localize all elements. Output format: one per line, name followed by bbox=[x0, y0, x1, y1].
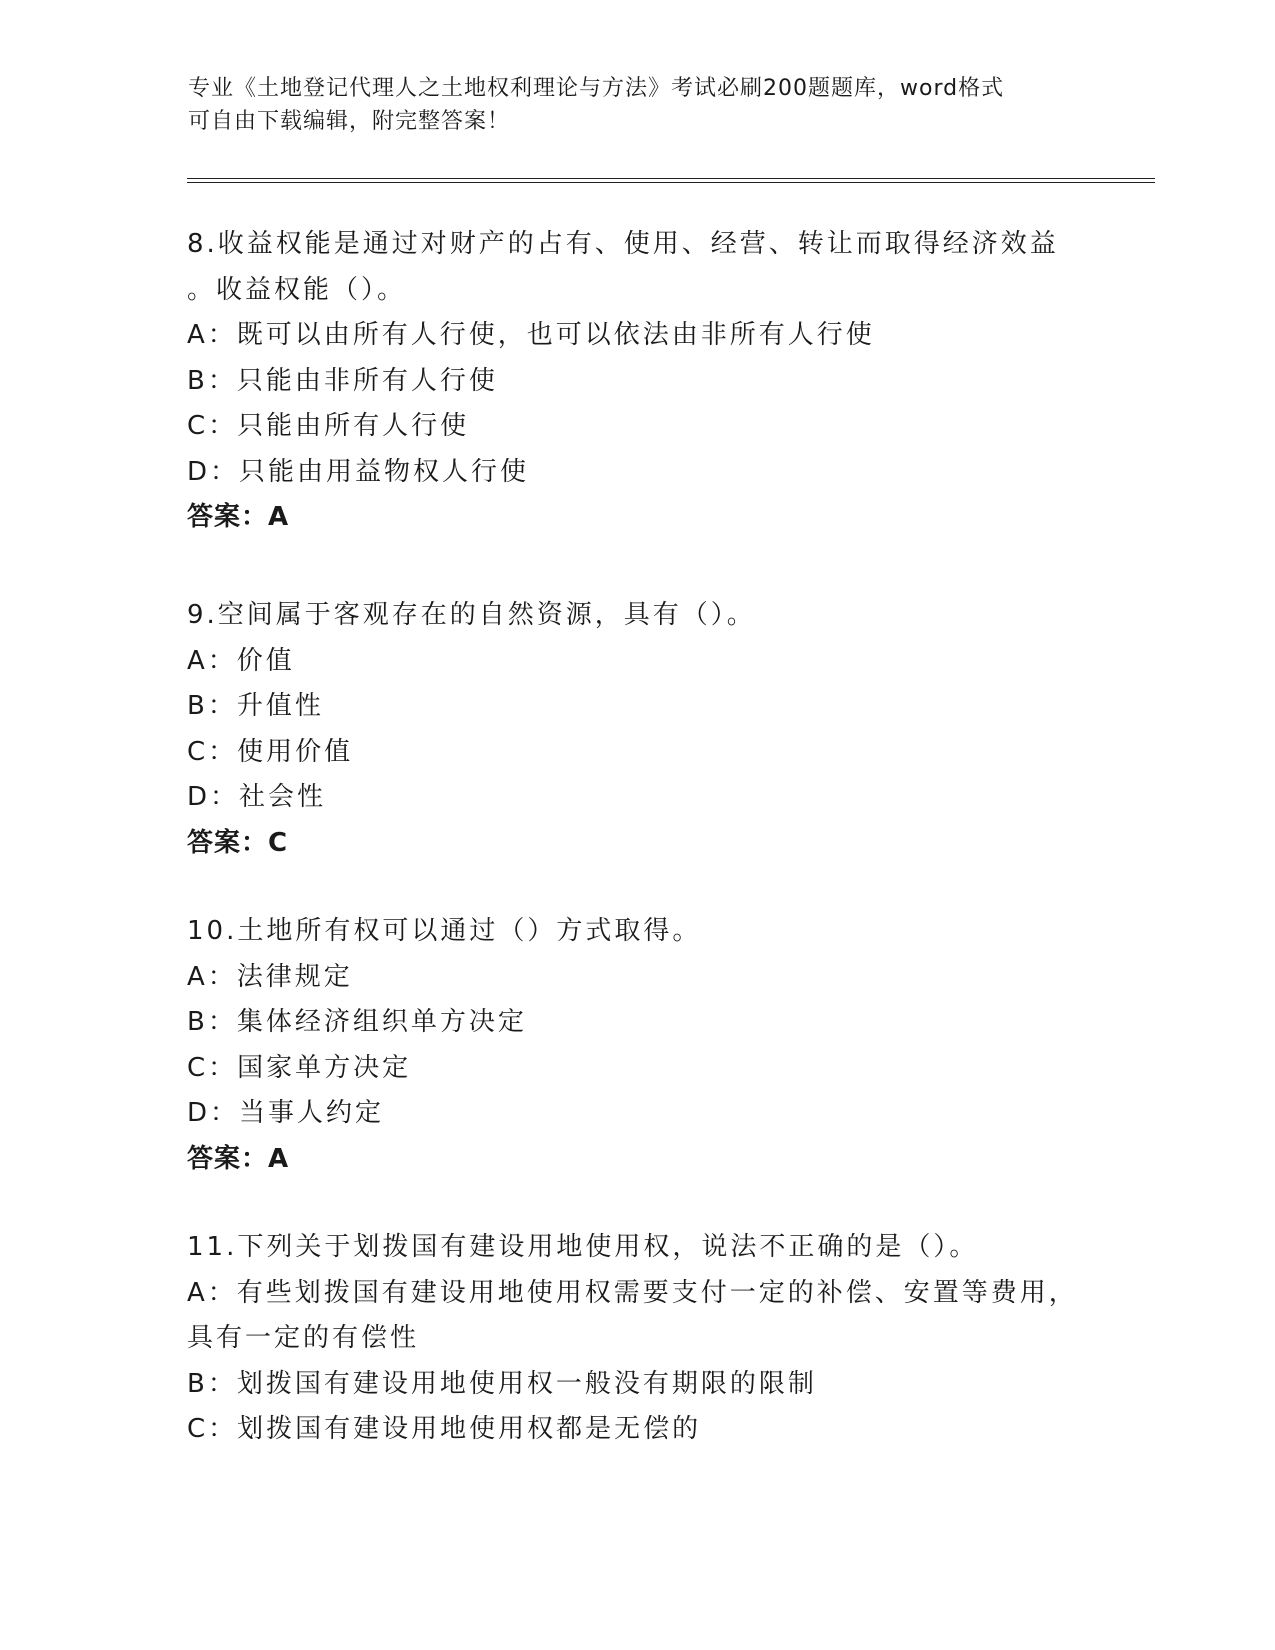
option-b: B：只能由非所有人行使 bbox=[187, 365, 498, 396]
question-stem-line: 11.下列关于划拨国有建设用地使用权，说法不正确的是（）。 bbox=[187, 1232, 979, 1262]
option-b: B：升值性 bbox=[187, 691, 324, 721]
option-a: A：法律规定 bbox=[187, 961, 353, 992]
question-10 bbox=[187, 909, 1107, 1182]
option-c: C：国家单方决定 bbox=[187, 1052, 412, 1083]
option-c: C：使用价值 bbox=[187, 736, 354, 767]
question-stem-line: 8.收益权能是通过对财产的占有、使用、经营、转让而取得经济效益 bbox=[187, 229, 1059, 259]
option-d: D：只能由用益物权人行使 bbox=[187, 456, 530, 487]
header-line-1: 专业《土地登记代理人之土地权利理论与方法》考试必刷200题题库，word格式 bbox=[188, 76, 1005, 101]
header-line-2: 可自由下载编辑，附完整答案！ bbox=[188, 109, 511, 134]
answer: 答案：A bbox=[187, 502, 290, 532]
question-9 bbox=[187, 593, 1107, 866]
double-rule-divider bbox=[187, 178, 1155, 183]
question-stem-line: 。收益权能（）。 bbox=[187, 274, 407, 305]
option-c: C：划拨国有建设用地使用权都是无偿的 bbox=[187, 1414, 702, 1444]
question-8 bbox=[187, 222, 1107, 541]
answer: 答案：C bbox=[187, 827, 289, 858]
option-c: C：只能由所有人行使 bbox=[187, 411, 470, 441]
question-stem-line: 10.土地所有权可以通过（）方式取得。 bbox=[187, 916, 702, 946]
answer: 答案：A bbox=[187, 1143, 290, 1174]
option-a: A：有些划拨国有建设用地使用权需要支付一定的补偿、安置等费用， bbox=[187, 1277, 1078, 1308]
option-b: B：集体经济组织单方决定 bbox=[187, 1007, 527, 1037]
option-a-continued: 具有一定的有偿性 bbox=[187, 1323, 420, 1353]
option-d: D：当事人约定 bbox=[187, 1098, 385, 1128]
document-header bbox=[188, 72, 1088, 138]
option-a: A：既可以由所有人行使，也可以依法由非所有人行使 bbox=[187, 320, 875, 350]
option-d: D：社会性 bbox=[187, 782, 327, 812]
option-a: A：价值 bbox=[187, 645, 295, 676]
question-stem-line: 9.空间属于客观存在的自然资源，具有（）。 bbox=[187, 600, 756, 630]
question-11 bbox=[187, 1225, 1107, 1453]
option-b: B：划拨国有建设用地使用权一般没有期限的限制 bbox=[187, 1368, 817, 1399]
